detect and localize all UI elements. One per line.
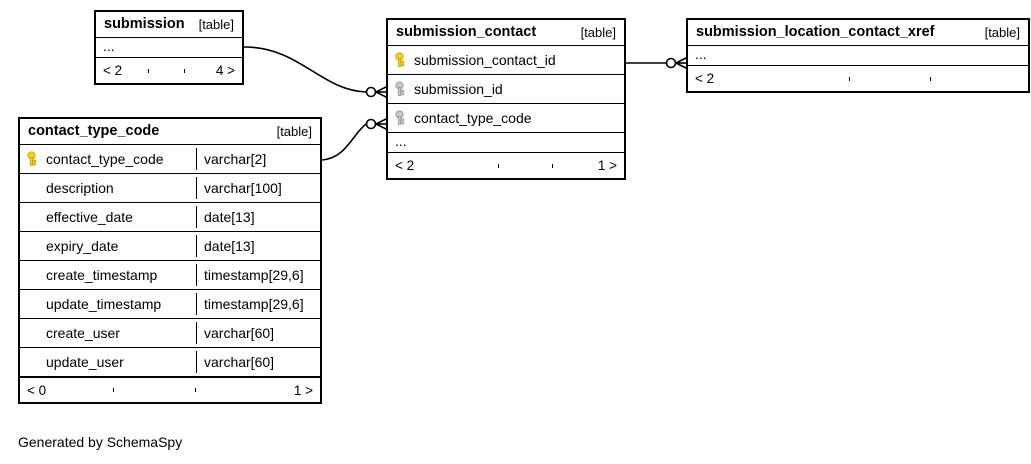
table-row (20, 203, 320, 232)
footer-parents: < 2 (103, 63, 123, 78)
table-header (688, 20, 1028, 46)
column-type: varchar[2] (196, 148, 320, 170)
table-contact-type-code[interactable] (18, 117, 322, 404)
table-footer (96, 58, 242, 83)
table-tag: [table] (198, 16, 234, 32)
column-cell (20, 264, 196, 286)
table-tag: [table] (580, 24, 616, 40)
table-columns-ellipsis: ... (96, 38, 242, 58)
footer-children: 1 > (597, 158, 617, 173)
column-name: description (46, 180, 114, 196)
column-name: create_user (46, 325, 120, 341)
foreign-key-icon (395, 81, 408, 97)
footer-middle (113, 388, 196, 392)
table-row (20, 319, 320, 348)
primary-key-icon (395, 52, 408, 68)
column-type: timestamp[29,6] (196, 293, 320, 315)
generated-by-label: Generated by SchemaSpy (18, 434, 183, 450)
column-cell (20, 322, 196, 344)
table-title: submission_contact (396, 24, 537, 40)
footer-parents: < 2 (695, 71, 715, 86)
column-name: effective_date (46, 209, 133, 225)
column-name: contact_type_code (46, 151, 164, 167)
table-header (388, 20, 624, 46)
table-submission-location-contact-xref[interactable] (686, 18, 1030, 93)
column-cell (20, 206, 196, 228)
table-row (20, 348, 320, 377)
table-title: submission (104, 16, 185, 32)
footer-parents: < 2 (395, 158, 415, 173)
column-cell (388, 107, 624, 129)
table-footer (20, 377, 320, 402)
footer-middle (849, 77, 931, 81)
footer-children (931, 77, 1028, 81)
column-cell (20, 235, 196, 257)
column-type: varchar[60] (196, 322, 320, 344)
table-header (20, 119, 320, 145)
table-submission[interactable] (94, 10, 244, 85)
column-name: submission_id (414, 81, 503, 97)
footer-middle (498, 164, 553, 168)
column-name: update_user (46, 354, 124, 370)
column-name: create_timestamp (46, 267, 158, 283)
table-footer (388, 153, 624, 178)
foreign-key-icon (395, 110, 408, 126)
column-name: expiry_date (46, 238, 119, 254)
column-cell (388, 49, 624, 71)
table-tag: [table] (984, 24, 1020, 40)
column-cell (20, 293, 196, 315)
table-row (20, 232, 320, 261)
column-type: varchar[100] (196, 177, 320, 199)
table-columns-ellipsis: ... (688, 46, 1028, 66)
table-row (20, 261, 320, 290)
table-row (388, 75, 624, 104)
column-type: date[13] (196, 235, 320, 257)
table-title: submission_location_contact_xref (696, 24, 935, 40)
table-submission-contact[interactable] (386, 18, 626, 180)
table-columns-ellipsis: ... (388, 133, 624, 153)
table-row (388, 46, 624, 75)
table-footer (688, 66, 1028, 91)
column-cell (388, 78, 624, 100)
table-row (388, 104, 624, 133)
column-type: date[13] (196, 206, 320, 228)
table-tag: [table] (276, 123, 312, 139)
column-type: varchar[60] (196, 351, 320, 373)
column-cell (20, 148, 196, 170)
column-name: update_timestamp (46, 296, 162, 312)
footer-children: 4 > (215, 63, 235, 78)
footer-parents: < 0 (27, 382, 47, 398)
column-type: timestamp[29,6] (196, 264, 320, 286)
table-header (96, 12, 242, 38)
footer-children: 1 > (293, 382, 313, 398)
table-row (20, 145, 320, 174)
table-title: contact_type_code (28, 123, 160, 139)
column-cell (20, 351, 196, 373)
primary-key-icon (27, 151, 40, 167)
column-name: submission_contact_id (414, 52, 556, 68)
table-row (20, 174, 320, 203)
column-name: contact_type_code (414, 110, 532, 126)
column-cell (20, 177, 196, 199)
footer-middle (148, 69, 185, 73)
table-row (20, 290, 320, 319)
